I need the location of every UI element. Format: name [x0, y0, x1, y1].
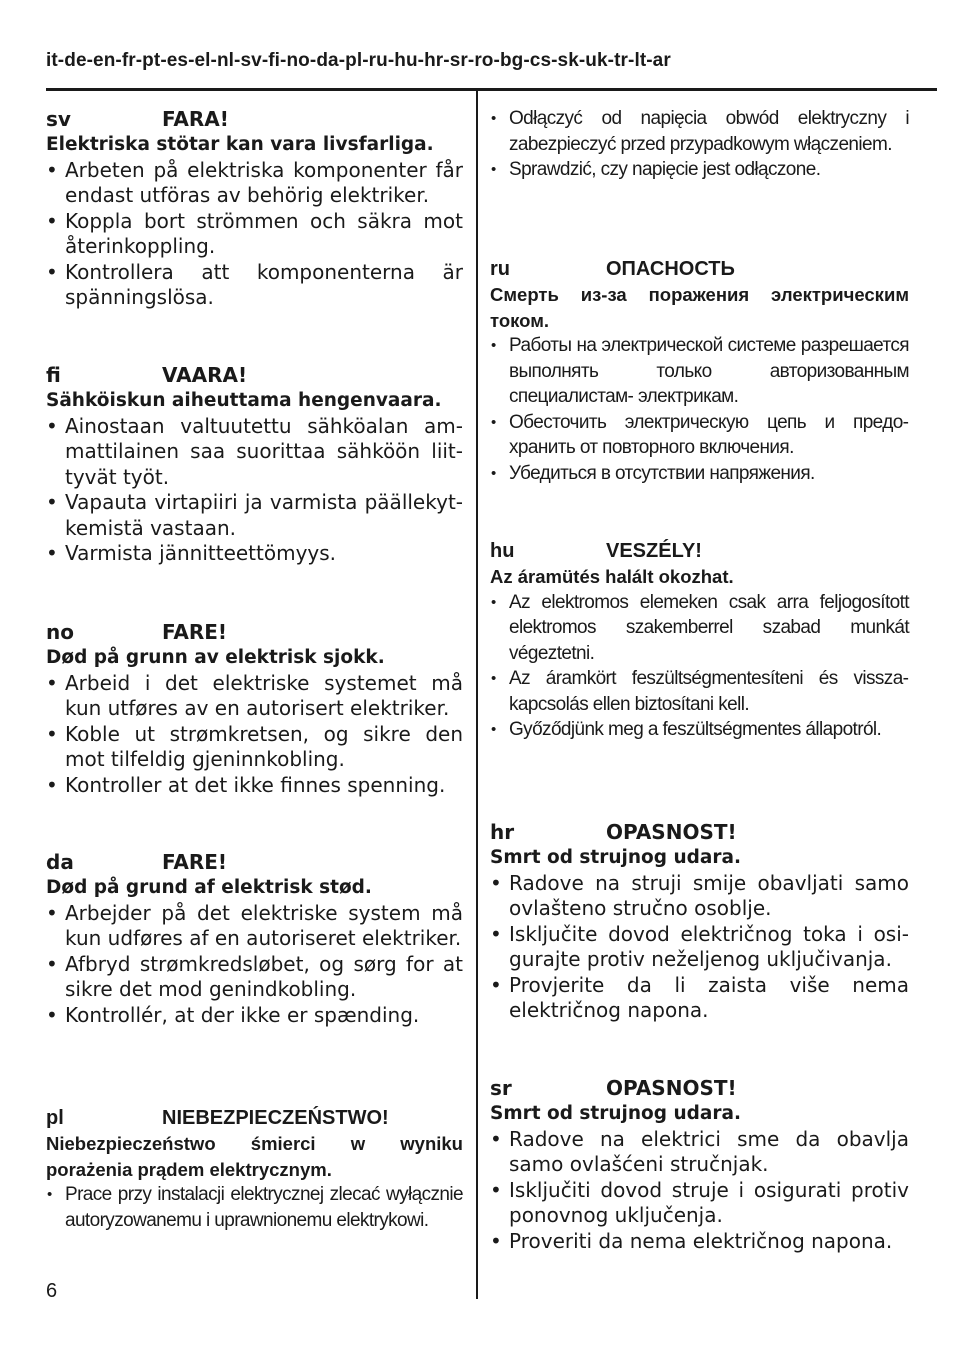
- language-code: sv: [46, 107, 71, 131]
- section-pl: [46, 1105, 463, 1233]
- list-item: • Odłączyć od napięcia obwód elektryczny i zabezpieczyć przed przypadkowym włączeniem.: [490, 106, 909, 157]
- warning-subtitle: Død på grunn av elektrisk sjokk.: [46, 647, 385, 668]
- language-code: hr: [490, 820, 515, 844]
- section-heading: [46, 106, 463, 132]
- section-sv: [46, 106, 463, 362]
- language-code: da: [46, 850, 74, 874]
- instruction-list: [46, 158, 463, 311]
- list-item: • Обесточить электрическую цепь и предохранить от повторного включения.: [490, 410, 909, 461]
- section-fi: [46, 362, 463, 619]
- section-sr: [490, 1075, 909, 1254]
- section-ru: [490, 256, 909, 538]
- section-heading: [490, 256, 909, 282]
- list-item: • Vapauta virtapiiri ja varmista päällekytkemistä vastaan.: [46, 490, 463, 541]
- list-item: • Kontrollér, at der ikke er spænding.: [46, 1003, 463, 1029]
- warning-title: VESZÉLY!: [606, 540, 702, 562]
- list-item: • Isključiti dovod struje i osigurati protiv ponovnog uključenja.: [490, 1178, 909, 1229]
- instruction-list: [490, 333, 909, 486]
- page-number: 6: [46, 1280, 58, 1302]
- section-hr: [490, 819, 909, 1075]
- warning-subtitle: Elektriska stötar kan vara livsfarliga.: [46, 134, 434, 155]
- list-item: • Az áramkört feszültségmentesíteni és visszakapcsolás ellen biztosítani kell.: [490, 666, 909, 717]
- list-item: • Varmista jännitteettömyys.: [46, 541, 463, 567]
- warning-title: OPASNOST!: [606, 820, 737, 844]
- list-item: • Az elektromos elemeken csak arra feljogosított elektromos szakemberrel szabad munkát végeztetni.: [490, 590, 909, 667]
- list-item: • Koppla bort strömmen och säkra mot återinkoppling.: [46, 209, 463, 260]
- instruction-list: [490, 590, 909, 743]
- list-item: • Работы на электрической системе разрешается выполнять только авторизованным специалистам- электрикам.: [490, 333, 909, 410]
- list-item: • Radove na struji smije obavljati samo ovlašteno stručno osoblje.: [490, 871, 909, 922]
- warning-subtitle: Sähköiskun aiheuttama hengenvaara.: [46, 390, 442, 411]
- language-code: hu: [490, 540, 515, 562]
- list-item: • Győződjünk meg a feszültségmentes állapotról.: [490, 717, 909, 743]
- list-item: • Arbeten på elektriska komponenter får endast utföras av behörig elektriker.: [46, 158, 463, 209]
- warning-title: VAARA!: [162, 363, 248, 387]
- section-heading: [46, 619, 463, 645]
- right-column: [490, 106, 909, 1254]
- list-item: • Убедиться в отсутствии напряжения.: [490, 461, 909, 487]
- warning-subtitle: Смерть из-за поражения электрическим током.: [490, 284, 909, 331]
- warning-subtitle: Az áramütés halált okozhat.: [490, 566, 734, 587]
- list-item: • Kontrollera att komponenterna är spänningslösa.: [46, 260, 463, 311]
- list-item: • Kontroller at det ikke finnes spenning.: [46, 773, 463, 799]
- header-rule: [46, 88, 937, 91]
- warning-title: NIEBEZPIECZEŃSTWO!: [162, 1107, 389, 1129]
- language-code: pl: [46, 1107, 64, 1129]
- instruction-list: [46, 671, 463, 799]
- warning-subtitle: Smrt od strujnog udara.: [490, 847, 741, 868]
- language-code: no: [46, 620, 74, 644]
- language-code: sr: [490, 1076, 512, 1100]
- list-item: • Afbryd strømkredsløbet, og sørg for at sikre det mod genindkobling.: [46, 952, 463, 1003]
- list-item: • Proveriti da nema električnog napona.: [490, 1229, 909, 1255]
- warning-title: ОПАСНОСТЬ: [606, 258, 735, 280]
- section-heading: [490, 819, 909, 845]
- list-item: • Isključite dovod električnog toka i osigurajte protiv neželjenog uključivanja.: [490, 922, 909, 973]
- list-item: • Koble ut strømkretsen, og sikre den mot tilfeldig gjeninnkobling.: [46, 722, 463, 773]
- section-heading: [46, 1105, 463, 1131]
- warning-subtitle: Niebezpieczeństwo śmierci w wyniku porażenia prądem elektrycznym.: [46, 1133, 463, 1180]
- section-heading: [490, 1075, 909, 1101]
- list-item: • Arbeid i det elektriske systemet må kun utføres av en autorisert elektriker.: [46, 671, 463, 722]
- list-item: • Radove na elektrici sme da obavlja samo ovlašćeni stručnjak.: [490, 1127, 909, 1178]
- section-heading: [46, 362, 463, 388]
- section-heading: [46, 849, 463, 875]
- language-code: fi: [46, 363, 61, 387]
- warning-title: FARE!: [162, 850, 228, 874]
- instruction-list: [490, 106, 909, 183]
- language-code: ru: [490, 258, 510, 280]
- warning-title: FARA!: [162, 107, 229, 131]
- instruction-list: [46, 901, 463, 1029]
- warning-subtitle: Død på grund af elektrisk stød.: [46, 877, 372, 898]
- section-hu: [490, 538, 909, 819]
- column-divider: [476, 91, 478, 1299]
- list-item: • Arbejder på det elektriske system må kun udføres af en autoriseret elektriker.: [46, 901, 463, 952]
- instruction-list: [490, 1127, 909, 1255]
- left-column: [46, 106, 463, 1233]
- list-item: • Sprawdzić, czy napięcie jest odłączone.: [490, 157, 909, 183]
- list-item: • Ainostaan valtuutettu sähköalan ammattilainen saa suorittaa sähköön liittyvät työt.: [46, 414, 463, 491]
- section-da: [46, 849, 463, 1105]
- language-codes-header: it-de-en-fr-pt-es-el-nl-sv-fi-no-da-pl-ru-hu-hr-sr-ro-bg-cs-sk-uk-tr-lt-ar: [46, 50, 671, 71]
- warning-title: OPASNOST!: [606, 1076, 737, 1100]
- section-no: [46, 619, 463, 849]
- section-heading: [490, 538, 909, 564]
- instruction-list: [490, 871, 909, 1024]
- list-item: • Prace przy instalacji elektrycznej zlecać wyłącznie autoryzowanemu i uprawnionemu elektrykowi.: [46, 1182, 463, 1233]
- instruction-list: [46, 1182, 463, 1233]
- section-pl-continued: [490, 106, 909, 256]
- instruction-list: [46, 414, 463, 567]
- list-item: • Provjerite da li zaista više nema električnog napona.: [490, 973, 909, 1024]
- warning-subtitle: Smrt od strujnog udara.: [490, 1103, 741, 1124]
- warning-title: FARE!: [162, 620, 228, 644]
